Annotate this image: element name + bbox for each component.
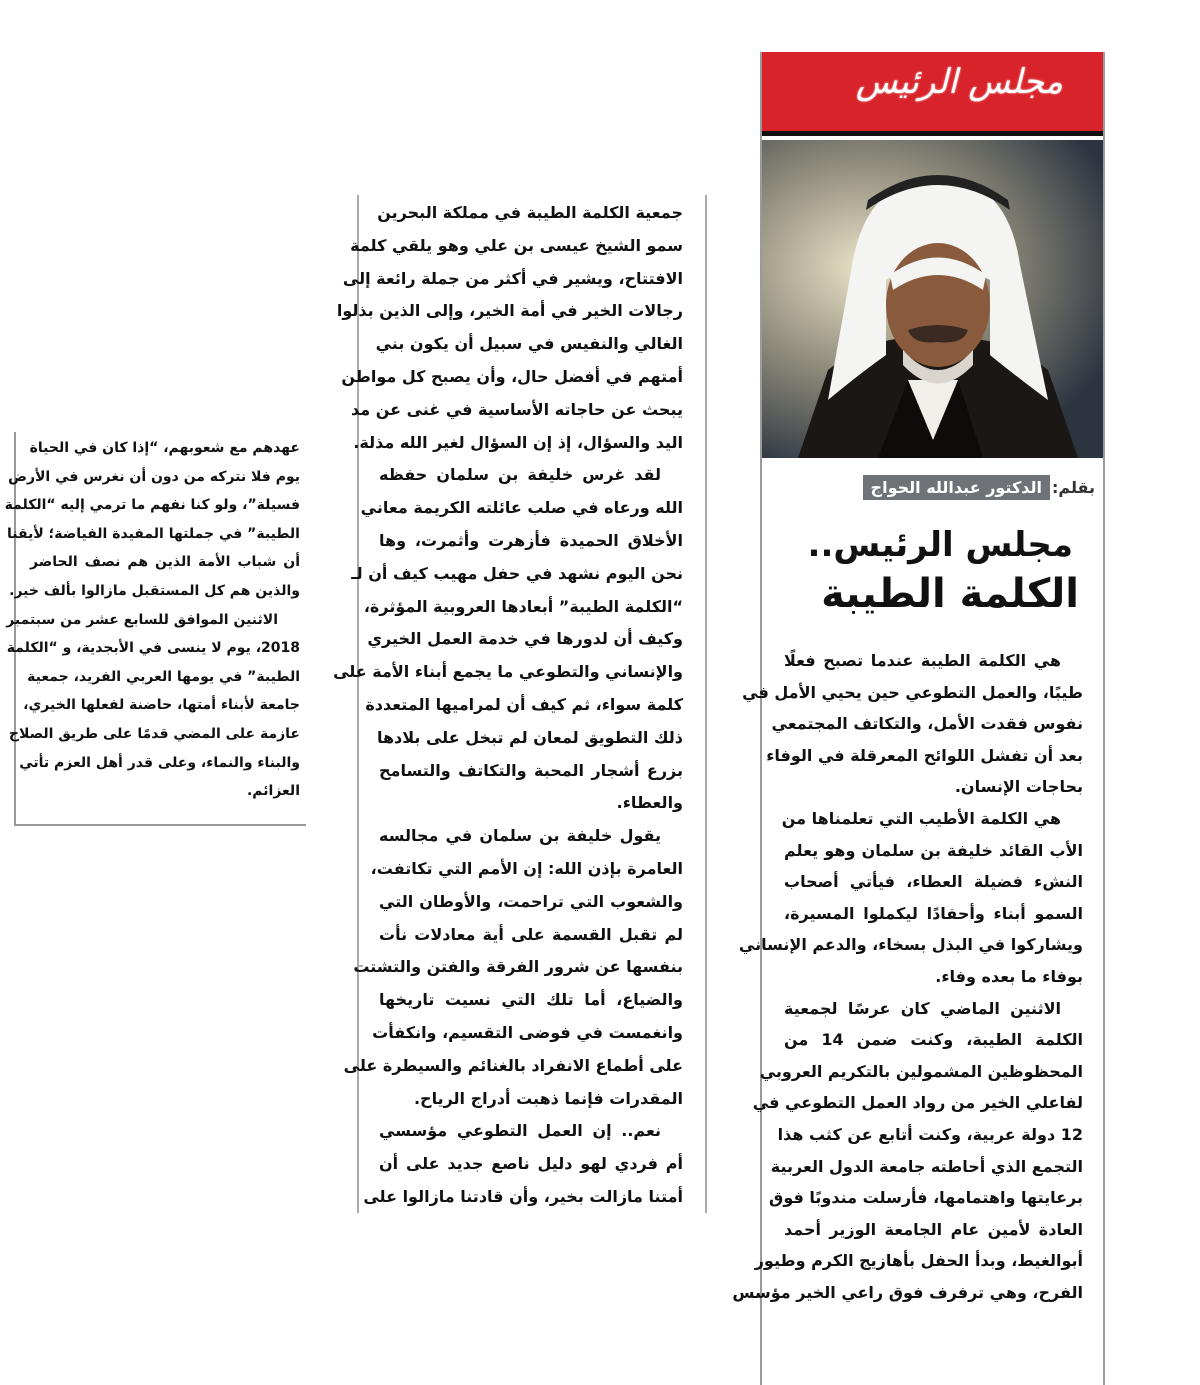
text-line: جامعة لأبناء أمتها، حاضنة لفعلها الخيري، bbox=[23, 697, 300, 714]
text-line: عازمة على المضي قدمًا على طريق الصلاح bbox=[8, 725, 300, 742]
text-line: 12 دولة عربية، وكنت أتابع عن كثب هذا bbox=[777, 1124, 1083, 1144]
text-line: العادة لأمين عام الجامعة الوزير أحمد bbox=[784, 1219, 1083, 1239]
text-line: الطيبة” في يومها العربي الفريد، جمعية bbox=[27, 668, 300, 685]
text-line: لفاعلي الخير من رواد العمل التطوعي في bbox=[752, 1093, 1083, 1113]
text-line: أمتهم في أفضل حال، وأن يصبح كل مواطن bbox=[341, 366, 683, 386]
text-line: المقدرات فإنما ذهبت أدراج الرياح. bbox=[413, 1088, 683, 1108]
text-line: والعطاء. bbox=[616, 793, 683, 813]
text-line: سمو الشيخ عيسى بن علي وهو يلقي كلمة bbox=[350, 235, 683, 255]
text-line: الله ورعاه في صلب عائلته الكريمة معاني bbox=[360, 498, 683, 518]
text-line: أمتنا مازالت بخير، وأن قادتنا مازالوا على bbox=[363, 1186, 683, 1206]
byline-author: الدكتور عبدالله الحواج bbox=[863, 475, 1050, 500]
text-line: نفوس فقدت الأمل، والتكاتف المجتمعي bbox=[771, 714, 1083, 734]
text-line: والإنساني والتطوعي ما يجمع أبناء الأمة على bbox=[333, 662, 683, 682]
text-line: والضياع، أما تلك التي نسيت تاريخها bbox=[379, 990, 683, 1010]
text-line: اليد والسؤال، إذ إن السؤال لغير الله مذلة. bbox=[353, 432, 683, 452]
paragraph bbox=[343, 820, 683, 1115]
paragraph bbox=[6, 606, 300, 806]
text-line: النشء فضيلة العطاء، فيأتي أصحاب bbox=[784, 872, 1083, 892]
article-body-right bbox=[732, 645, 1084, 1308]
text-line: كلمة سواء، ثم كيف أن لمراميها المتعددة bbox=[365, 694, 683, 714]
text-line: الاثنين الموافق للسابع عشر من سبتمبر bbox=[6, 611, 278, 628]
text-line: أن شباب الأمة الذين هم نصف الحاضر bbox=[30, 554, 300, 571]
text-line: لم تقبل القسمة على أية معادلات نأت bbox=[379, 924, 683, 944]
text-line: يوم فلا نتركه من دون أن نغرس في الأرض bbox=[8, 468, 300, 485]
headline-line-2: الكلمة الطيبة bbox=[821, 571, 1079, 617]
text-line: الفرح، وهي ترفرف فوق راعي الخير مؤسس bbox=[732, 1282, 1083, 1302]
text-line: وكيف أن لدورها في خدمة العمل الخيري bbox=[367, 629, 683, 649]
byline bbox=[863, 472, 1095, 502]
text-line: بنفسها عن شرور الفرقة والفتن والتشتت bbox=[353, 957, 683, 977]
article-middle-column bbox=[333, 195, 707, 1213]
text-line: والشعوب التي تراحمت، والأوطان التي bbox=[379, 891, 683, 911]
text-line: لقد غرس خليفة بن سلمان حفظه bbox=[379, 465, 661, 485]
text-line: نحن اليوم نشهد في حفل مهيب كيف أن لـ bbox=[351, 563, 683, 583]
text-line: فسيلة”، ولو كنا نفهم ما ترمي إليه “الكلمة bbox=[4, 497, 300, 514]
paragraph bbox=[742, 645, 1083, 803]
text-line: بزرع أشجار المحبة والتكاتف والتسامح bbox=[379, 760, 683, 780]
text-line: والذين هم كل المستقبل مازالوا بألف خير. bbox=[9, 582, 300, 599]
text-line: والبناء والنماء، وعلى قدر أهل العزم تأتي bbox=[19, 754, 300, 771]
text-line: نعم.. إن العمل التطوعي مؤسسي bbox=[379, 1121, 661, 1141]
text-line: ذلك التطويق لمعان لم تبخل على بلادها bbox=[376, 727, 683, 747]
text-line: هي الكلمة الطيبة عندما تصبح فعلًا bbox=[784, 651, 1061, 670]
paragraph bbox=[336, 197, 683, 459]
text-line: الغالي والنفيس في سبيل أن يكون بني bbox=[375, 334, 683, 354]
text-line: على أطماع الانفراد بالغنائم والسيطرة على bbox=[343, 1055, 683, 1075]
text-line: الطيبة” في جملتها المفيدة الفياضة؛ لأيقنا bbox=[7, 525, 300, 542]
text-line: 2018، يوم لا ينسى في الأبجدية، و “الكلمة bbox=[6, 640, 300, 657]
paragraph bbox=[363, 1115, 683, 1213]
text-line: بعد أن تفشل اللوائح المعرقلة في الوفاء bbox=[766, 745, 1083, 765]
text-line: المحظوظين المشمولين بالتكريم العروبي bbox=[759, 1061, 1083, 1081]
article-headline bbox=[807, 522, 1079, 620]
article-body-middle bbox=[333, 197, 683, 1214]
text-line: الافتتاح، ويشير في أكثر من جملة رائعة إلى bbox=[342, 268, 683, 288]
text-line: التجمع الذي أحاطته جامعة الدول العربية bbox=[770, 1156, 1083, 1176]
text-line: الاثنين الماضي كان عرسًا لجمعية bbox=[784, 998, 1061, 1018]
text-line: أم فردي لهو دليل ناصع جديد على أن bbox=[379, 1154, 683, 1174]
text-line: الكلمة الطيبة، وكنت ضمن 14 من bbox=[784, 1030, 1084, 1050]
text-line: جمعية الكلمة الطيبة في مملكة البحرين bbox=[377, 203, 683, 222]
text-line: السمو أبناء وأحفادًا ليكملوا المسيرة، bbox=[784, 903, 1083, 923]
text-line: الأخلاق الحميدة فأزهرت وأثمرت، وها bbox=[379, 530, 683, 550]
text-line: بحاجات الإنسان. bbox=[954, 777, 1083, 797]
article-body-left bbox=[4, 434, 300, 806]
text-line: برعايتها واهتمامها، فأرسلت مندوبًا فوق bbox=[769, 1188, 1083, 1208]
text-line: يبحث عن حاجاته الأساسية في غنى عن مد bbox=[350, 399, 683, 419]
paragraph bbox=[732, 993, 1084, 1309]
text-line: الأب القائد خليفة بن سلمان وهو يعلم bbox=[784, 840, 1083, 860]
section-banner bbox=[762, 52, 1103, 136]
text-line: يقول خليفة بن سلمان في مجالسه bbox=[379, 826, 661, 846]
paragraph bbox=[4, 434, 300, 606]
text-line: عهدهم مع شعوبهم، “إذا كان في الحياة bbox=[29, 440, 300, 456]
author-photo bbox=[762, 140, 1103, 458]
text-line: أبوالغيط، وبدأ الحفل بأهازيج الكرم وطيور bbox=[754, 1251, 1083, 1271]
paragraph bbox=[738, 803, 1083, 993]
text-line: بوفاء ما بعده وفاء. bbox=[935, 966, 1083, 986]
text-line: “الكلمة الطيبة” أبعادها العروبية المؤثرة، bbox=[363, 596, 683, 616]
text-line: ويشاركوا في البذل بسخاء، والدعم الإنساني bbox=[738, 935, 1083, 955]
article-main-column bbox=[732, 52, 1105, 1385]
text-line: هي الكلمة الأطيب التي تعلمناها من bbox=[781, 808, 1061, 828]
paragraph bbox=[333, 459, 683, 820]
text-line: العزائم. bbox=[246, 783, 300, 800]
section-logo: مجلس الرئيس bbox=[855, 62, 1063, 102]
article-left-column bbox=[4, 432, 306, 826]
byline-label: بقلم: bbox=[1052, 477, 1095, 497]
text-line: العامرة بإذن الله: إن الأمم التي تكاتفت، bbox=[370, 858, 683, 878]
text-line: طيبًا، والعمل التطوعي حين يحيي الأمل في bbox=[742, 682, 1083, 702]
headline-line-1: مجلس الرئيس.. bbox=[807, 525, 1073, 565]
text-line: رجالات الخير في أمة الخير، وإلى الذين بذلوا bbox=[336, 301, 683, 321]
text-line: وانغمست في فوضى التقسيم، وانكفأت bbox=[372, 1022, 683, 1042]
portrait-illustration bbox=[758, 140, 1103, 458]
